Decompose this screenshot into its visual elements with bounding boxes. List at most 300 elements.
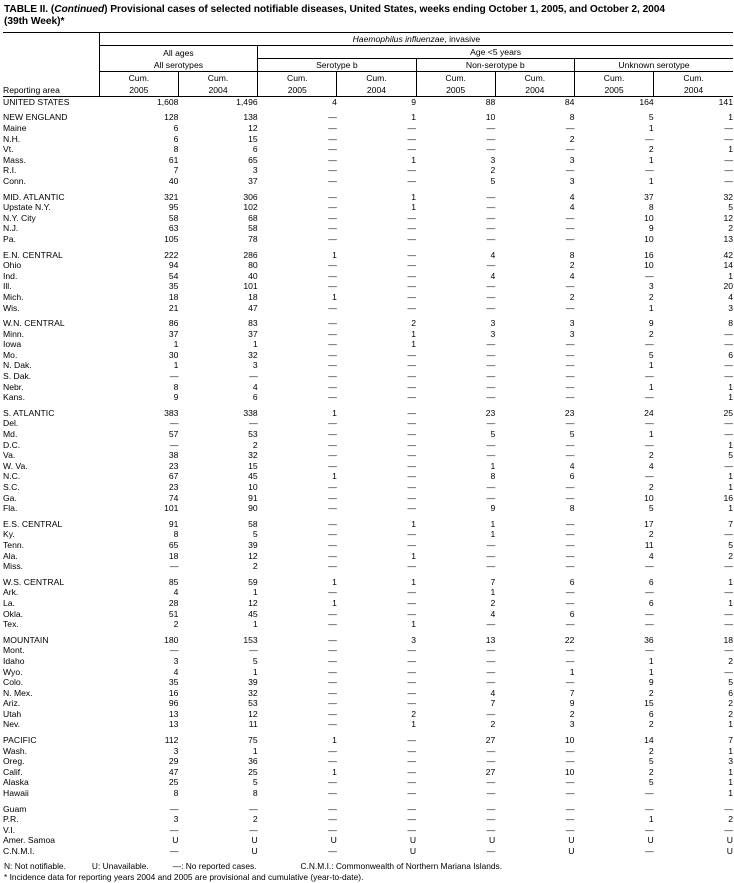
value-cell: 65: [168, 539, 179, 550]
value-cell: 1: [648, 302, 654, 313]
value-cell: —: [486, 123, 496, 133]
title-continued: Continued: [54, 4, 105, 15]
value-cell: 1: [490, 460, 496, 471]
table-row: [3, 213, 733, 224]
value-cell: 1: [411, 619, 417, 630]
value-cell: 1: [728, 597, 733, 608]
value-cell: —: [486, 482, 496, 492]
value-cell: 3: [569, 154, 575, 165]
value-cell: 2: [728, 698, 733, 709]
value-cell: 6: [569, 608, 575, 619]
table-row: [3, 234, 733, 245]
value-cell: —: [486, 349, 496, 360]
value-cell: —: [328, 212, 337, 223]
value-cell: —: [486, 677, 496, 688]
value-cell: 1: [728, 719, 733, 730]
value-cell: —: [249, 824, 258, 835]
value-cell: 35: [168, 677, 179, 688]
value-cell: —: [328, 349, 337, 360]
value-cell: —: [407, 655, 417, 666]
value-cell: —: [328, 687, 337, 698]
table-row: [3, 440, 733, 451]
value-cell: 1: [728, 471, 733, 482]
table-row: [3, 561, 733, 572]
value-cell: 1: [252, 339, 258, 350]
value-cell: —: [328, 450, 337, 461]
value-cell: 7: [490, 576, 496, 587]
value-cell: —: [565, 788, 575, 799]
value-cell: 1: [332, 249, 337, 260]
value-cell: —: [328, 439, 337, 450]
value-cell: 45: [248, 608, 258, 619]
reporting-area-cell: Pa.: [3, 233, 16, 244]
value-cell: —: [724, 165, 733, 176]
value-cell: —: [407, 429, 417, 440]
value-cell: —: [249, 803, 258, 814]
reporting-area-cell: V.I.: [3, 824, 16, 835]
table-row: [3, 677, 733, 688]
value-cell: —: [169, 824, 179, 835]
value-cell: —: [407, 175, 417, 186]
reporting-area-cell: Vt.: [3, 144, 14, 155]
value-cell: —: [724, 645, 733, 656]
value-cell: 13: [168, 719, 179, 730]
value-cell: —: [407, 539, 417, 550]
value-cell: —: [169, 371, 179, 382]
table-row: [3, 176, 733, 187]
header-reporting-area: Reporting area: [3, 84, 99, 97]
header-cum-5: Cum.: [416, 71, 495, 84]
value-cell: 1: [728, 745, 733, 756]
header-blank-2: [3, 45, 99, 58]
value-cell: —: [328, 418, 337, 429]
value-cell: 25: [248, 766, 258, 777]
value-cell: 37: [248, 328, 258, 339]
footnote-u: U: Unavailable.: [91, 860, 149, 871]
reporting-area-cell: Utah: [3, 708, 22, 719]
value-cell: —: [565, 418, 575, 429]
value-cell: —: [328, 503, 337, 514]
table-row: [3, 777, 733, 788]
value-cell: 8: [173, 529, 179, 540]
value-cell: 4: [569, 270, 575, 281]
value-cell: —: [407, 360, 417, 371]
value-cell: 3: [569, 175, 575, 186]
header-year-8: 2004: [654, 84, 733, 97]
value-cell: 5: [648, 112, 654, 123]
value-cell: 85: [168, 576, 179, 587]
reporting-area-cell: Mass.: [3, 154, 26, 165]
reporting-area-cell: Ind.: [3, 270, 18, 281]
value-cell: —: [486, 846, 496, 856]
value-cell: U: [726, 846, 733, 856]
value-cell: 383: [164, 407, 179, 418]
value-cell: 42: [723, 249, 733, 260]
value-cell: 16: [644, 249, 654, 260]
value-cell: —: [565, 482, 575, 492]
table-row: [3, 688, 733, 699]
value-cell: —: [407, 212, 417, 223]
value-cell: —: [328, 281, 337, 292]
header-cum-2: Cum.: [178, 71, 257, 84]
value-cell: —: [328, 371, 337, 382]
value-cell: 4: [569, 460, 575, 471]
value-cell: —: [565, 371, 575, 382]
value-cell: —: [486, 619, 496, 630]
footnote-dash: —: No reported cases.: [172, 860, 257, 871]
value-cell: —: [407, 392, 417, 403]
footnote-star: * Incidence data for reporting years 2004 and 2005 are provisional and cumulative (year-to-date).: [4, 872, 364, 882]
reporting-area-cell: W. Va.: [3, 460, 28, 471]
table-row: [3, 577, 733, 588]
value-cell: 3: [569, 719, 575, 730]
reporting-area-cell: Tenn.: [3, 539, 25, 550]
value-cell: 2: [252, 561, 258, 572]
value-cell: 1: [411, 191, 417, 202]
header-year-2: 2004: [178, 84, 257, 97]
value-cell: 23: [168, 460, 179, 471]
value-cell: 90: [248, 503, 258, 514]
value-cell: 18: [723, 634, 733, 645]
value-cell: 28: [168, 597, 179, 608]
value-cell: 128: [164, 112, 179, 123]
value-cell: —: [407, 756, 417, 767]
reporting-area-cell: Conn.: [3, 175, 26, 186]
value-cell: —: [645, 439, 654, 450]
value-cell: 1: [648, 666, 654, 677]
value-cell: 6: [648, 576, 654, 587]
value-cell: 6: [728, 687, 733, 698]
value-cell: 3: [728, 756, 733, 767]
reporting-area-cell: D.C.: [3, 439, 21, 450]
reporting-area-cell: Ill.: [3, 281, 12, 292]
value-cell: 1: [411, 154, 417, 165]
value-cell: 1: [332, 735, 337, 746]
value-cell: 1: [728, 788, 733, 799]
value-cell: —: [328, 745, 337, 756]
table-row: [3, 645, 733, 656]
value-cell: —: [169, 645, 179, 656]
value-cell: 15: [248, 133, 258, 144]
value-cell: —: [328, 587, 337, 598]
value-cell: 6: [728, 349, 733, 360]
value-cell: —: [169, 846, 179, 856]
value-cell: 5: [728, 202, 733, 213]
value-cell: 102: [243, 202, 258, 213]
value-cell: 2: [252, 814, 258, 825]
value-cell: —: [328, 260, 337, 271]
reporting-area-cell: W.S. CENTRAL: [3, 576, 65, 587]
value-cell: U: [251, 835, 258, 846]
value-cell: 47: [248, 302, 258, 313]
value-cell: —: [407, 349, 417, 360]
title-prefix: TABLE II. (: [4, 4, 55, 15]
value-cell: 101: [243, 281, 258, 292]
reporting-area-cell: Calif.: [3, 766, 23, 777]
table-row: [3, 271, 733, 282]
value-cell: —: [486, 439, 496, 450]
value-cell: —: [328, 191, 337, 202]
value-cell: —: [645, 270, 654, 281]
value-cell: —: [328, 708, 337, 719]
table-row: [3, 835, 733, 846]
value-cell: —: [169, 439, 179, 450]
value-cell: 17: [644, 518, 654, 529]
value-cell: 2: [648, 482, 654, 492]
header-unknown-serotype: Unknown serotype: [574, 58, 733, 71]
value-cell: 53: [248, 429, 258, 440]
value-cell: —: [407, 281, 417, 292]
value-cell: 1: [252, 666, 258, 677]
reporting-area-cell: C.N.M.I.: [3, 846, 35, 856]
value-cell: 6: [569, 471, 575, 482]
value-cell: 25: [723, 407, 733, 418]
value-cell: 36: [644, 634, 654, 645]
value-cell: 9: [411, 96, 417, 107]
value-cell: —: [328, 529, 337, 540]
value-cell: —: [565, 360, 575, 371]
value-cell: —: [645, 587, 654, 598]
value-cell: 222: [164, 249, 179, 260]
value-cell: —: [486, 824, 496, 835]
value-cell: 86: [168, 318, 179, 329]
value-cell: —: [645, 133, 654, 144]
value-cell: 8: [648, 202, 654, 213]
value-cell: 5: [648, 349, 654, 360]
header-disease: [99, 32, 733, 45]
value-cell: 12: [248, 123, 258, 133]
value-cell: —: [565, 645, 575, 656]
value-cell: 1: [569, 666, 575, 677]
value-cell: 1: [728, 144, 733, 155]
value-cell: 13: [723, 233, 733, 244]
value-cell: —: [407, 666, 417, 677]
value-cell: 2: [569, 133, 575, 144]
value-cell: 1: [411, 328, 417, 339]
value-cell: 164: [639, 96, 654, 107]
value-cell: —: [328, 777, 337, 788]
value-cell: 286: [243, 249, 258, 260]
value-cell: 3: [173, 814, 179, 825]
reporting-area-cell: Tex.: [3, 619, 19, 630]
value-cell: 5: [252, 529, 258, 540]
value-cell: —: [407, 814, 417, 825]
value-cell: 2: [569, 291, 575, 302]
reporting-area-cell: Hawaii: [3, 788, 29, 799]
value-cell: 3: [569, 328, 575, 339]
value-cell: —: [407, 144, 417, 155]
value-cell: —: [407, 249, 417, 260]
value-cell: —: [328, 302, 337, 313]
value-cell: 91: [168, 518, 179, 529]
value-cell: —: [407, 460, 417, 471]
reporting-area-cell: Wis.: [3, 302, 20, 313]
value-cell: 80: [248, 260, 258, 271]
value-cell: —: [407, 645, 417, 656]
value-cell: 1: [332, 471, 337, 482]
value-cell: 6: [173, 133, 179, 144]
value-cell: —: [645, 339, 654, 350]
reporting-area-cell: N. Dak.: [3, 360, 32, 371]
reporting-area-cell: Va.: [3, 450, 16, 461]
value-cell: —: [724, 328, 733, 339]
value-cell: 84: [564, 96, 575, 107]
value-cell: —: [407, 439, 417, 450]
value-cell: 2: [648, 529, 654, 540]
value-cell: U: [568, 835, 575, 846]
reporting-area-cell: N.Y. City: [3, 212, 36, 223]
value-cell: 32: [248, 450, 258, 461]
reporting-area-cell: Ga.: [3, 492, 17, 503]
reporting-area-cell: Maine: [3, 123, 27, 133]
value-cell: —: [407, 381, 417, 392]
value-cell: —: [486, 291, 496, 302]
value-cell: —: [486, 281, 496, 292]
value-cell: —: [486, 191, 496, 202]
table-row: [3, 450, 733, 461]
value-cell: 1: [332, 407, 337, 418]
header-age-under5: Age <5 years: [258, 45, 733, 58]
value-cell: —: [486, 756, 496, 767]
value-cell: 5: [648, 756, 654, 767]
value-cell: 8: [569, 503, 575, 514]
table-row: [3, 709, 733, 720]
value-cell: —: [724, 824, 733, 835]
value-cell: 3: [173, 745, 179, 756]
table-row: [3, 735, 733, 746]
value-cell: 36: [248, 756, 258, 767]
value-cell: 16: [168, 687, 179, 698]
value-cell: 5: [569, 429, 575, 440]
value-cell: 2: [648, 450, 654, 461]
reporting-area-cell: Mont.: [3, 645, 25, 656]
header-disease-rest: , invasive: [444, 34, 481, 45]
value-cell: —: [328, 846, 337, 856]
value-cell: 12: [248, 708, 258, 719]
value-cell: —: [645, 471, 654, 482]
reporting-area-cell: Ohio: [3, 260, 22, 271]
value-cell: —: [724, 608, 733, 619]
value-cell: —: [565, 619, 575, 630]
value-cell: —: [328, 645, 337, 656]
header-blank-4: [3, 71, 99, 84]
value-cell: 11: [248, 719, 258, 730]
value-cell: 141: [718, 96, 733, 107]
value-cell: 5: [728, 539, 733, 550]
value-cell: 2: [728, 708, 733, 719]
reporting-area-cell: Ark.: [3, 587, 19, 598]
table-row: [3, 371, 733, 382]
value-cell: —: [724, 529, 733, 540]
table-row: [3, 123, 733, 134]
value-cell: —: [645, 824, 654, 835]
value-cell: 7: [728, 735, 733, 746]
table-row: [3, 619, 733, 630]
value-cell: 1: [648, 381, 654, 392]
value-cell: —: [407, 735, 417, 746]
reporting-area-cell: Nev.: [3, 719, 21, 730]
table-row: [3, 134, 733, 145]
reporting-area-cell: UNITED STATES: [3, 96, 70, 107]
value-cell: —: [328, 824, 337, 835]
value-cell: 3: [490, 154, 496, 165]
value-cell: 3: [648, 281, 654, 292]
value-cell: —: [328, 803, 337, 814]
value-cell: —: [328, 518, 337, 529]
table-row: [3, 788, 733, 799]
reporting-area-cell: N. Mex.: [3, 687, 33, 698]
value-cell: 180: [164, 634, 179, 645]
value-cell: 1: [728, 270, 733, 281]
value-cell: —: [724, 666, 733, 677]
value-cell: 4: [490, 249, 496, 260]
value-cell: —: [328, 175, 337, 186]
reporting-area-cell: PACIFIC: [3, 735, 37, 746]
table-row: [3, 461, 733, 472]
table-row: [3, 144, 733, 155]
header-cum-8: Cum.: [654, 71, 733, 84]
reporting-area-cell: MOUNTAIN: [3, 634, 49, 645]
value-cell: 1: [648, 175, 654, 186]
value-cell: —: [486, 561, 496, 572]
header-row-serotype: [3, 58, 733, 71]
value-cell: 21: [168, 302, 179, 313]
value-cell: 2: [569, 708, 575, 719]
value-cell: —: [328, 202, 337, 213]
value-cell: 3: [490, 328, 496, 339]
reporting-area-cell: S. ATLANTIC: [3, 407, 55, 418]
value-cell: U: [409, 835, 417, 846]
value-cell: 2: [648, 719, 654, 730]
reporting-area-cell: N.C.: [3, 471, 21, 482]
value-cell: —: [645, 788, 654, 799]
value-cell: 40: [168, 175, 179, 186]
value-cell: —: [328, 360, 337, 371]
value-cell: 7: [569, 687, 575, 698]
reporting-area-cell: Ala.: [3, 550, 18, 561]
value-cell: 2: [648, 328, 654, 339]
value-cell: —: [407, 133, 417, 144]
value-cell: —: [407, 482, 417, 492]
value-cell: 4: [490, 270, 496, 281]
value-cell: —: [565, 824, 575, 835]
value-cell: —: [407, 698, 417, 709]
value-cell: —: [328, 561, 337, 572]
value-cell: —: [486, 450, 496, 461]
table-row: [3, 493, 733, 504]
value-cell: 1: [728, 777, 733, 788]
value-cell: —: [328, 719, 337, 730]
value-cell: —: [328, 339, 337, 350]
value-cell: 138: [243, 112, 258, 123]
value-cell: 3: [252, 360, 258, 371]
reporting-area-cell: NEW ENGLAND: [3, 112, 68, 123]
value-cell: —: [565, 756, 575, 767]
value-cell: 58: [248, 223, 258, 234]
header-all-ages: All ages: [99, 45, 257, 58]
value-cell: 45: [248, 471, 258, 482]
reporting-area-cell: Alaska: [3, 777, 29, 788]
value-cell: —: [645, 645, 654, 656]
value-cell: 57: [168, 429, 179, 440]
value-cell: 5: [728, 450, 733, 461]
value-cell: —: [169, 803, 179, 814]
value-cell: —: [645, 392, 654, 403]
footnote-n: N: Not notifiable.: [4, 860, 66, 871]
value-cell: 4: [569, 202, 575, 213]
reporting-area-cell: Wyo.: [3, 666, 23, 677]
value-cell: 13: [485, 634, 496, 645]
